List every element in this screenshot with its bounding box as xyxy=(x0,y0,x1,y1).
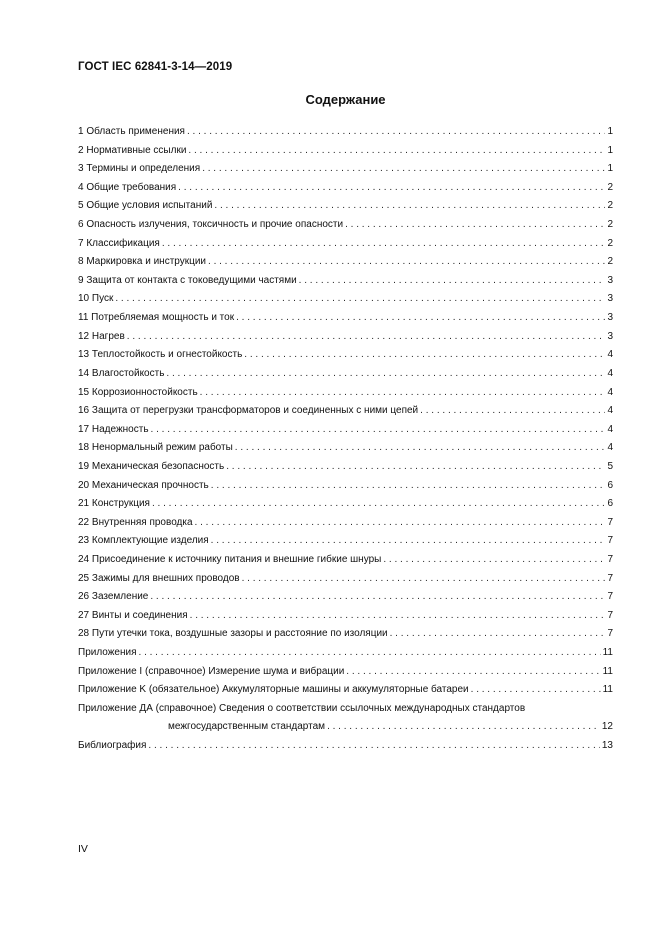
toc-entry-page: 4 xyxy=(607,423,613,435)
toc-entry-page: 4 xyxy=(607,442,613,454)
toc-entry[interactable] xyxy=(78,272,613,291)
toc-leader-dots xyxy=(151,421,606,440)
toc-entry-page: 6 xyxy=(607,498,613,510)
toc-entry-label: 25 Зажимы для внешних проводов xyxy=(78,572,240,584)
toc-entry-label: 8 Маркировка и инструкции xyxy=(78,256,207,268)
toc-entry-label: Приложение K (обязательное) Аккумуляторные машины и аккумуляторные батареи xyxy=(78,684,469,696)
toc-entry-label: 16 Защита от перегрузки трансформаторов и соединенных с ними цепей xyxy=(78,405,419,417)
toc-entry-label: Приложение I (справочное) Измерение шума и вибрации xyxy=(78,665,345,677)
toc-entry-page: 13 xyxy=(601,739,613,751)
toc-leader-dots xyxy=(211,532,606,551)
toc-entry[interactable] xyxy=(78,384,613,403)
toc-entry-page: 7 xyxy=(607,535,613,547)
toc-entry-page: 2 xyxy=(607,219,613,231)
toc-leader-dots xyxy=(150,588,605,607)
toc-entry[interactable] xyxy=(78,458,613,477)
toc-entry-page: 11 xyxy=(602,647,613,659)
toc-entry-label: Приложения xyxy=(78,647,137,659)
toc-entry[interactable] xyxy=(78,216,613,235)
toc-entry[interactable] xyxy=(78,663,613,682)
toc-leader-dots xyxy=(202,160,605,179)
toc-entry-page: 6 xyxy=(607,479,613,491)
toc-leader-dots xyxy=(214,197,605,216)
toc-entry[interactable] xyxy=(78,570,613,589)
toc-entry-page: 7 xyxy=(607,572,613,584)
toc-entry-label: 3 Термины и определения xyxy=(78,163,201,175)
toc-entry-page: 2 xyxy=(607,200,613,212)
toc-leader-dots xyxy=(127,328,606,347)
toc-leader-dots xyxy=(195,514,606,533)
toc-entry-label: 6 Опасность излучения, токсичность и прочие опасности xyxy=(78,219,344,231)
toc-entry-page: 7 xyxy=(607,591,613,603)
toc-entry-label: 26 Заземление xyxy=(78,591,149,603)
toc-entry[interactable] xyxy=(78,235,613,254)
toc-entry[interactable] xyxy=(78,197,613,216)
toc-entry[interactable] xyxy=(78,290,613,309)
toc-entry-page: 3 xyxy=(607,330,613,342)
toc-entry-label: 27 Винты и соединения xyxy=(78,609,188,621)
toc-entry[interactable] xyxy=(78,644,613,663)
toc-entry-label: 11 Потребляемая мощность и ток xyxy=(78,312,235,324)
toc-entry-label: 21 Конструкция xyxy=(78,498,150,510)
toc-entry-page: 3 xyxy=(607,312,613,324)
toc-entry-page: 7 xyxy=(607,609,613,621)
toc-leader-dots xyxy=(211,477,606,496)
toc-entry-label: 7 Классификация xyxy=(78,237,160,249)
toc-entry-label: 2 Нормативные ссылки xyxy=(78,144,187,156)
toc-leader-dots xyxy=(190,607,606,626)
table-of-contents xyxy=(78,123,613,755)
toc-entry-page: 11 xyxy=(602,684,613,696)
toc-entry[interactable] xyxy=(78,625,613,644)
toc-leader-dots xyxy=(383,551,605,570)
toc-entry-page: 4 xyxy=(607,367,613,379)
toc-leader-dots xyxy=(242,570,606,589)
toc-leader-dots xyxy=(390,625,606,644)
toc-entry[interactable] xyxy=(78,365,613,384)
toc-entry-label: 18 Ненормальный режим работы xyxy=(78,442,233,454)
toc-leader-dots xyxy=(327,718,600,737)
toc-entry-label: 4 Общие требования xyxy=(78,181,177,193)
toc-title: Содержание xyxy=(305,92,386,107)
toc-leader-dots xyxy=(244,346,605,365)
toc-entry-label: 20 Механическая прочность xyxy=(78,479,209,491)
toc-entry[interactable] xyxy=(78,607,613,626)
toc-entry-page: 4 xyxy=(607,349,613,361)
toc-leader-dots xyxy=(148,737,599,756)
toc-entry-page: 1 xyxy=(607,126,613,137)
toc-entry-page: 2 xyxy=(607,256,613,268)
toc-entry-page: 7 xyxy=(607,554,613,566)
toc-entry-page: 5 xyxy=(607,460,613,472)
toc-entry-page: 11 xyxy=(602,665,613,677)
toc-leader-dots xyxy=(226,458,605,477)
toc-entry[interactable] xyxy=(78,402,613,421)
toc-leader-dots xyxy=(152,495,605,514)
toc-entry-page: 4 xyxy=(607,386,613,398)
toc-leader-dots xyxy=(208,253,605,272)
toc-leader-dots xyxy=(187,123,605,142)
toc-entry-label: 14 Влагостойкость xyxy=(78,367,165,379)
toc-entry[interactable] xyxy=(78,346,613,365)
toc-entry[interactable] xyxy=(78,142,613,161)
toc-entry[interactable] xyxy=(78,328,613,347)
page-number: IV xyxy=(78,843,88,855)
toc-leader-dots xyxy=(188,142,605,161)
toc-entry[interactable] xyxy=(78,718,613,737)
toc-entry-label: Библиография xyxy=(78,739,147,751)
toc-entry-label: 15 Коррозионностойкость xyxy=(78,386,198,398)
toc-entry-label: 13 Теплостойкость и огнестойкость xyxy=(78,349,243,361)
toc-leader-dots xyxy=(178,179,605,198)
toc-entry-page: 1 xyxy=(607,163,613,175)
document-code: ГОСТ IEC 62841-3-14—2019 xyxy=(78,61,233,73)
toc-leader-dots xyxy=(200,384,606,403)
toc-entry[interactable] xyxy=(78,681,613,700)
toc-entry-label: 19 Механическая безопасность xyxy=(78,460,225,472)
toc-leader-dots xyxy=(162,235,606,254)
toc-entry[interactable] xyxy=(78,179,613,198)
toc-entry[interactable] xyxy=(78,421,613,440)
toc-leader-dots xyxy=(420,402,605,421)
toc-entry-label: 17 Надежность xyxy=(78,423,149,435)
toc-entry[interactable] xyxy=(78,495,613,514)
toc-entry-label: 28 Пути утечки тока, воздушные зазоры и расстояние по изоляции xyxy=(78,628,388,640)
toc-entry[interactable] xyxy=(78,160,613,179)
toc-entry-label: 1 Область применения xyxy=(78,126,185,137)
toc-entry-label: Приложение ДА (справочное) Сведения о соответствии ссылочных международных стандартов xyxy=(78,702,526,714)
toc-entry-page: 1 xyxy=(607,144,613,156)
toc-entry[interactable] xyxy=(78,439,613,458)
toc-leader-dots xyxy=(139,644,601,663)
toc-entry-page: 7 xyxy=(607,628,613,640)
toc-leader-dots xyxy=(115,290,605,309)
toc-entry[interactable] xyxy=(78,737,613,756)
toc-entry-page: 3 xyxy=(607,274,613,286)
toc-entry[interactable] xyxy=(78,123,613,142)
toc-leader-dots xyxy=(236,309,605,328)
toc-entry[interactable] xyxy=(78,514,613,533)
toc-entry-label: 12 Нагрев xyxy=(78,330,125,342)
toc-entry-label: 23 Комплектующие изделия xyxy=(78,535,209,547)
toc-leader-dots xyxy=(235,439,606,458)
toc-entry-page: 7 xyxy=(607,516,613,528)
toc-entry[interactable] xyxy=(78,700,613,718)
toc-entry-label: 5 Общие условия испытаний xyxy=(78,200,213,212)
toc-entry-page: 3 xyxy=(607,293,613,305)
toc-entry[interactable] xyxy=(78,253,613,272)
toc-entry[interactable] xyxy=(78,588,613,607)
toc-entry-page: 2 xyxy=(607,237,613,249)
toc-entry-label: межгосударственным стандартам xyxy=(168,720,326,732)
toc-entry-page: 4 xyxy=(607,405,613,417)
toc-entry-page: 2 xyxy=(607,181,613,193)
toc-entry-label: 22 Внутренняя проводка xyxy=(78,516,193,528)
toc-entry-label: 10 Пуск xyxy=(78,293,114,305)
toc-leader-dots xyxy=(345,216,605,235)
toc-entry[interactable] xyxy=(78,309,613,328)
toc-entry[interactable] xyxy=(78,532,613,551)
toc-entry[interactable] xyxy=(78,477,613,496)
toc-entry-label: 9 Защита от контакта с токоведущими частями xyxy=(78,274,297,286)
toc-leader-dots xyxy=(166,365,605,384)
toc-entry-label: 24 Присоединение к источнику питания и внешние гибкие шнуры xyxy=(78,554,382,566)
toc-entry[interactable] xyxy=(78,551,613,570)
toc-entry-page: 12 xyxy=(601,720,613,732)
toc-leader-dots xyxy=(346,663,600,682)
toc-leader-dots xyxy=(299,272,606,291)
toc-leader-dots xyxy=(471,681,601,700)
